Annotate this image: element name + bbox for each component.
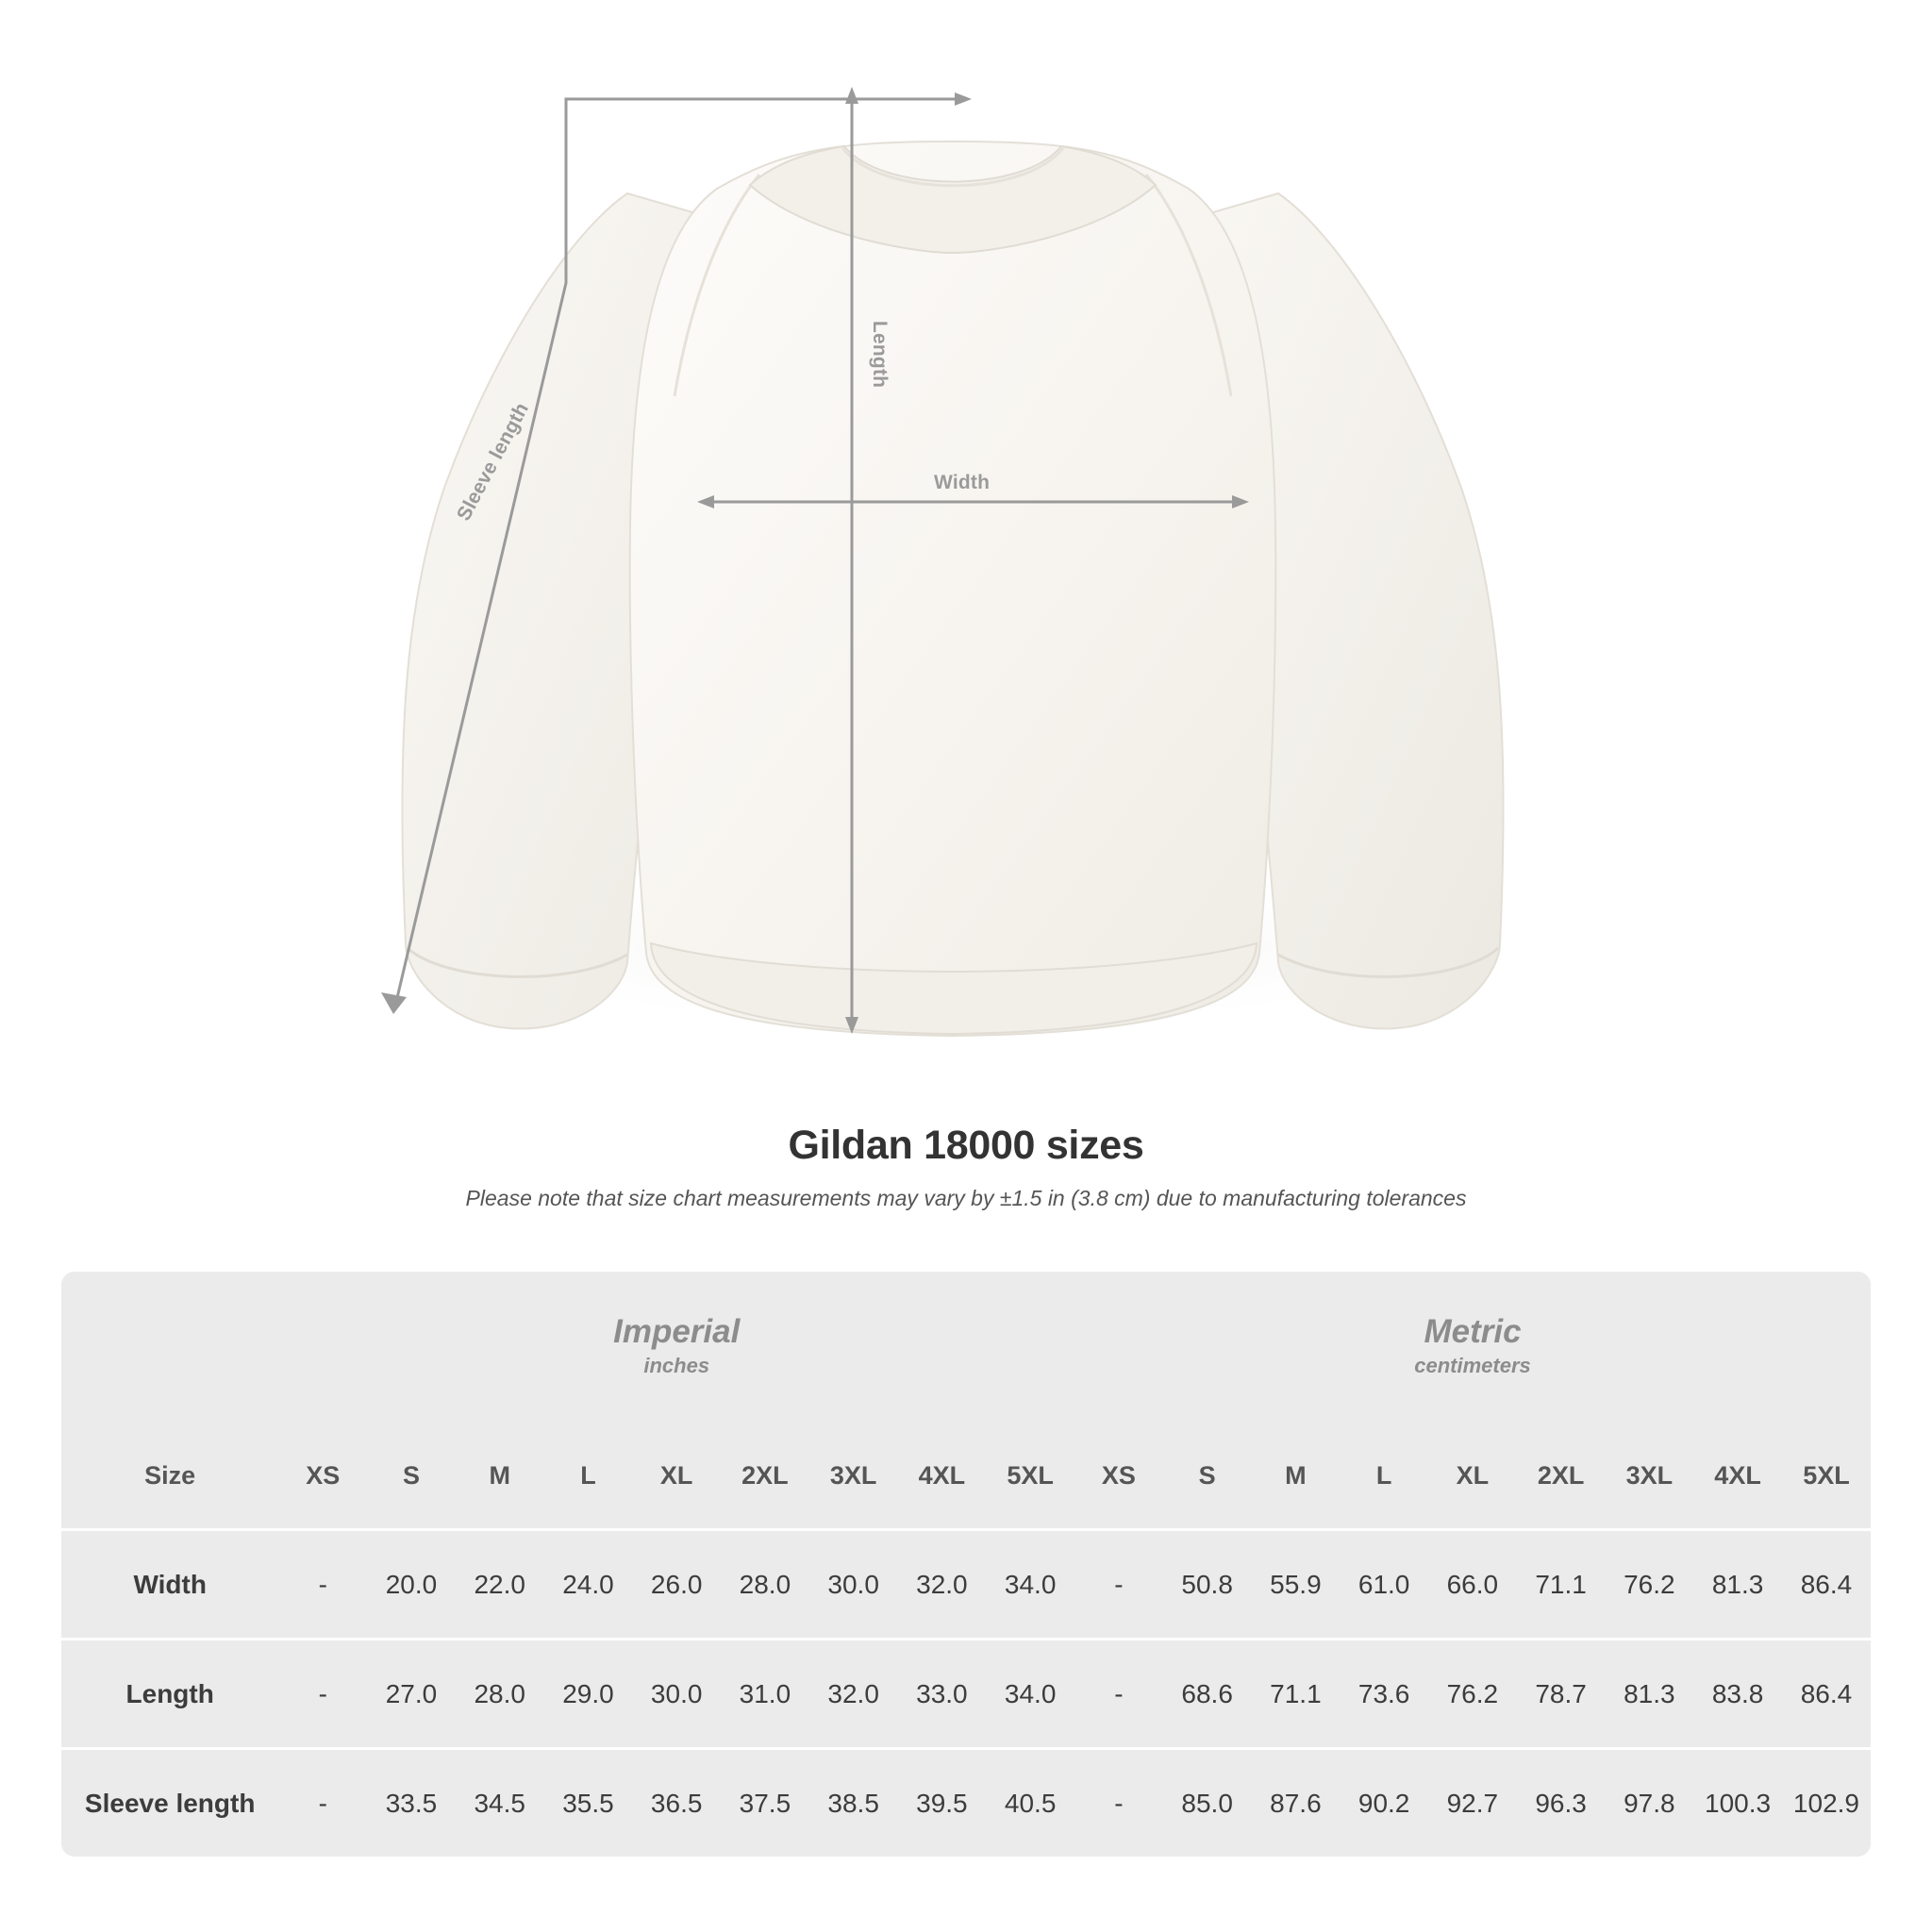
- sleeve-length-dimension-label: Sleeve length: [453, 399, 534, 525]
- width-dimension-label: Width: [934, 472, 991, 493]
- row-label-length: Length: [61, 1638, 278, 1747]
- cell-sleeve-3xl-cm: 97.8: [1605, 1747, 1693, 1857]
- cell-sleeve-2xl-in: 37.5: [721, 1747, 809, 1857]
- cell-width-4xl-in: 32.0: [898, 1528, 987, 1638]
- cell-length-l-in: 29.0: [544, 1638, 633, 1747]
- cell-width-xl-in: 26.0: [632, 1528, 721, 1638]
- size-table: [61, 1272, 1871, 1857]
- cell-width-4xl-cm: 81.3: [1693, 1528, 1782, 1638]
- cell-width-xl-cm: 66.0: [1428, 1528, 1517, 1638]
- cell-width-2xl-in: 28.0: [721, 1528, 809, 1638]
- sweatshirt-body: [630, 142, 1276, 1036]
- cell-sleeve-xl-in: 36.5: [632, 1747, 721, 1857]
- cell-length-5xl-cm: 86.4: [1782, 1638, 1871, 1747]
- group-unit-imperial: inches: [643, 1353, 710, 1377]
- cell-length-xl-cm: 76.2: [1428, 1638, 1517, 1747]
- group-unit-metric: centimeters: [1414, 1353, 1531, 1377]
- size-header-l-metric: L: [1340, 1423, 1428, 1528]
- cell-length-s-cm: 68.6: [1163, 1638, 1252, 1747]
- cell-width-s-in: 20.0: [367, 1528, 456, 1638]
- cell-sleeve-s-in: 33.5: [367, 1747, 456, 1857]
- cell-sleeve-3xl-in: 38.5: [809, 1747, 898, 1857]
- size-header-l-imperial: L: [544, 1423, 633, 1528]
- cell-width-3xl-in: 30.0: [809, 1528, 898, 1638]
- size-header-5xl-metric: 5XL: [1782, 1423, 1871, 1528]
- cell-width-2xl-cm: 71.1: [1517, 1528, 1606, 1638]
- row-label-sleeve-length: Sleeve length: [61, 1747, 278, 1857]
- table-row: [61, 1528, 1871, 1638]
- cell-length-xl-in: 30.0: [632, 1638, 721, 1747]
- cell-width-xs-in: -: [278, 1528, 367, 1638]
- group-header-spacer: [61, 1272, 278, 1423]
- cell-width-l-in: 24.0: [544, 1528, 633, 1638]
- size-header-4xl-imperial: 4XL: [898, 1423, 987, 1528]
- cell-sleeve-m-cm: 87.6: [1252, 1747, 1341, 1857]
- cell-width-l-cm: 61.0: [1340, 1528, 1428, 1638]
- size-table-container: [61, 1272, 1871, 1857]
- group-header-metric: [1074, 1272, 1871, 1423]
- cell-length-4xl-in: 33.0: [898, 1638, 987, 1747]
- cell-sleeve-2xl-cm: 96.3: [1517, 1747, 1606, 1857]
- cell-length-4xl-cm: 83.8: [1693, 1638, 1782, 1747]
- corner-header: Size: [61, 1423, 278, 1528]
- group-title-imperial: Imperial: [613, 1313, 741, 1351]
- cell-length-xs-cm: -: [1074, 1638, 1163, 1747]
- cell-sleeve-xl-cm: 92.7: [1428, 1747, 1517, 1857]
- cell-length-2xl-cm: 78.7: [1517, 1638, 1606, 1747]
- cell-sleeve-5xl-in: 40.5: [986, 1747, 1074, 1857]
- cell-length-m-cm: 71.1: [1252, 1638, 1341, 1747]
- size-header-xl-metric: XL: [1428, 1423, 1517, 1528]
- group-header-row: [61, 1272, 1871, 1423]
- size-header-2xl-metric: 2XL: [1517, 1423, 1606, 1528]
- cell-sleeve-l-in: 35.5: [544, 1747, 633, 1857]
- size-header-xl-imperial: XL: [632, 1423, 721, 1528]
- size-header-s-metric: S: [1163, 1423, 1252, 1528]
- cell-sleeve-4xl-cm: 100.3: [1693, 1747, 1782, 1857]
- size-header-3xl-metric: 3XL: [1605, 1423, 1693, 1528]
- size-header-m-metric: M: [1252, 1423, 1341, 1528]
- page-title: Gildan 18000 sizes: [788, 1123, 1144, 1168]
- cell-sleeve-l-cm: 90.2: [1340, 1747, 1428, 1857]
- length-arrow-top: [845, 87, 858, 104]
- size-header-row: [61, 1423, 1871, 1528]
- cell-length-xs-in: -: [278, 1638, 367, 1747]
- size-header-m-imperial: M: [456, 1423, 544, 1528]
- cell-length-m-in: 28.0: [456, 1638, 544, 1747]
- cell-width-s-cm: 50.8: [1163, 1528, 1252, 1638]
- cell-length-5xl-in: 34.0: [986, 1638, 1074, 1747]
- sleeve-arrow-bottom: [381, 992, 407, 1014]
- cell-length-s-in: 27.0: [367, 1638, 456, 1747]
- size-header-2xl-imperial: 2XL: [721, 1423, 809, 1528]
- group-title-metric: Metric: [1424, 1313, 1522, 1351]
- cell-sleeve-xs-cm: -: [1074, 1747, 1163, 1857]
- table-row: [61, 1638, 1871, 1747]
- cell-length-3xl-cm: 81.3: [1605, 1638, 1693, 1747]
- row-label-width: Width: [61, 1528, 278, 1638]
- cell-length-l-cm: 73.6: [1340, 1638, 1428, 1747]
- cell-sleeve-4xl-in: 39.5: [898, 1747, 987, 1857]
- cell-sleeve-xs-in: -: [278, 1747, 367, 1857]
- cell-width-3xl-cm: 76.2: [1605, 1528, 1693, 1638]
- size-header-4xl-metric: 4XL: [1693, 1423, 1782, 1528]
- table-row: [61, 1747, 1871, 1857]
- cell-width-m-in: 22.0: [456, 1528, 544, 1638]
- cell-length-2xl-in: 31.0: [721, 1638, 809, 1747]
- cell-width-5xl-cm: 86.4: [1782, 1528, 1871, 1638]
- size-header-s-imperial: S: [367, 1423, 456, 1528]
- cell-sleeve-s-cm: 85.0: [1163, 1747, 1252, 1857]
- size-header-xs-imperial: XS: [278, 1423, 367, 1528]
- sleeve-arrow-top: [955, 92, 972, 106]
- title-block: [0, 1123, 1932, 1211]
- size-header-5xl-imperial: 5XL: [986, 1423, 1074, 1528]
- size-header-xs-metric: XS: [1074, 1423, 1163, 1528]
- cell-sleeve-m-in: 34.5: [456, 1747, 544, 1857]
- cell-sleeve-5xl-cm: 102.9: [1782, 1747, 1871, 1857]
- cell-length-3xl-in: 32.0: [809, 1638, 898, 1747]
- cell-width-xs-cm: -: [1074, 1528, 1163, 1638]
- length-dimension-label: Length: [869, 321, 891, 389]
- group-header-imperial: [278, 1272, 1074, 1423]
- tolerance-note: Please note that size chart measurements may vary by ±1.5 in (3.8 cm) due to manufacturing tolerances: [465, 1186, 1467, 1210]
- cell-width-5xl-in: 34.0: [986, 1528, 1074, 1638]
- size-header-3xl-imperial: 3XL: [809, 1423, 898, 1528]
- cell-width-m-cm: 55.9: [1252, 1528, 1341, 1638]
